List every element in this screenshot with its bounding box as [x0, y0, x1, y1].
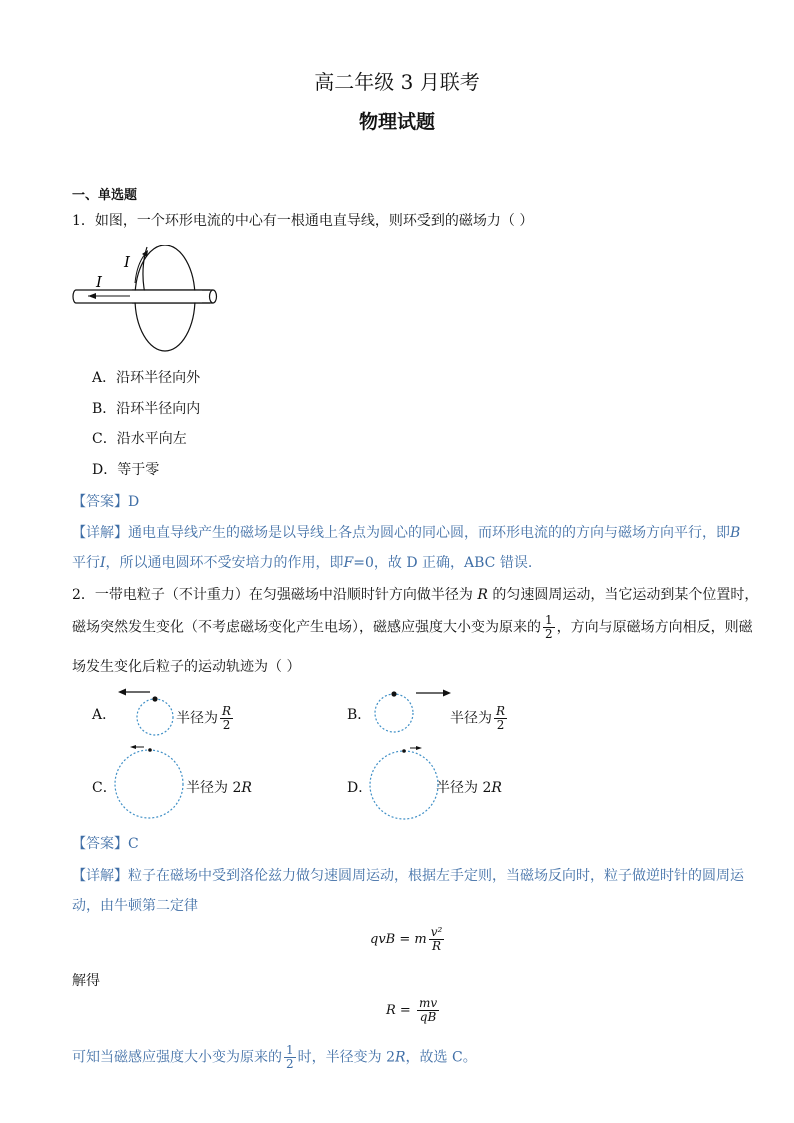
answer-tag: 【答案】 — [72, 836, 128, 852]
q2-option-d-label: D． — [347, 780, 373, 796]
fraction-num: mv — [418, 996, 438, 1010]
q1-figure — [72, 245, 222, 355]
q2-option-d-radius — [436, 777, 502, 797]
detail-text: 平行 — [72, 555, 100, 571]
q2-option-a-figure — [110, 684, 180, 740]
ring-front — [132, 245, 210, 351]
radius-symbol: R — [241, 780, 252, 796]
q2-option-a-label: A． — [92, 707, 117, 723]
stem-text: 磁场突然发生变化（不考虑磁场变化产生电场），磁感应强度大小变为原来的 — [72, 619, 541, 636]
solve-label: 解得 — [72, 973, 100, 989]
q2-answer — [72, 833, 139, 853]
radius-label: 半径为 — [450, 710, 492, 727]
fraction — [543, 614, 555, 641]
fraction-num: R — [222, 704, 232, 718]
q2-option-d-figure — [366, 744, 442, 824]
eq-lhs: qvB — [370, 932, 396, 947]
answer-value: D — [128, 494, 140, 510]
detail-symbol: F — [343, 555, 354, 571]
q2-detail-line1 — [72, 865, 744, 885]
radius-label: 半径为 — [176, 710, 218, 727]
q1-stem: 1．如图，一个环形电流的中心有一根通电直导线，则环受到的磁场力（ ） — [72, 213, 534, 229]
conclusion-text: ，故选 C。 — [405, 1049, 477, 1066]
radius-label: 半径为 — [436, 780, 478, 796]
radius-factor: 2 — [482, 780, 492, 796]
q2-stem-line3: 场发生变化后粒子的运动轨迹为（ ） — [72, 659, 301, 675]
q2-option-a-radius — [176, 705, 235, 732]
eq-sign: = — [395, 1003, 415, 1018]
ring-current-label: I — [124, 253, 130, 271]
wire-current-label: I — [96, 273, 102, 291]
detail-text: ，所以通电圆环不受安培力的作用，即 — [105, 555, 344, 571]
fraction-den: 2 — [545, 627, 553, 641]
q2-stem-line2 — [72, 614, 753, 641]
q2-option-b-label: B． — [347, 707, 372, 723]
page-title: 高二年级 3 月联考 — [314, 70, 480, 94]
equation-2 — [386, 997, 441, 1024]
radius-symbol: R — [491, 780, 502, 796]
eq-sign: = — [395, 932, 415, 947]
answer-tag: 【答案】 — [72, 494, 128, 510]
q2-option-b-figure — [364, 684, 454, 740]
detail-text: 粒子在磁场中受到洛伦兹力做匀速圆周运动，根据左手定则，当磁场反向时，粒子做逆时针的圆周运 — [128, 868, 744, 884]
conclusion-symbol: R — [395, 1049, 406, 1066]
q2-conclusion — [72, 1044, 477, 1071]
q2-option-c-label: C． — [92, 780, 117, 796]
radius-factor: 2 — [232, 780, 242, 796]
stem-symbol: R — [477, 587, 488, 603]
detail-text: 通电直导线产生的磁场是以导线上各点为圆心的同心圆，而环形电流的的方向与磁场方向平行，即 — [128, 525, 730, 541]
detail-text: =0，故 D 正确，ABC 错误. — [353, 555, 533, 571]
q1-detail-line2 — [72, 552, 532, 572]
q1-option-c: C．沿水平向左 — [92, 431, 187, 447]
eq-symbol: m — [414, 932, 427, 947]
eq-lhs: R — [386, 1003, 396, 1018]
q1-option-b: B．沿环半径向内 — [92, 401, 201, 417]
fraction — [220, 705, 233, 732]
q2-option-b-radius — [450, 705, 509, 732]
fraction — [284, 1044, 296, 1071]
equation-1 — [370, 926, 446, 953]
fraction-num: 1 — [545, 613, 553, 627]
answer-value: C — [128, 836, 139, 852]
fraction — [494, 705, 507, 732]
conclusion-text: 时，半径变为 2 — [297, 1049, 395, 1066]
q2-detail-line2: 动，由牛顿第二定律 — [72, 898, 198, 914]
q1-option-d: D．等于零 — [92, 462, 160, 478]
fraction-num: v² — [430, 925, 443, 939]
stem-text: 2．一带电粒子（不计重力）在匀强磁场中沿顺时针方向做半径为 — [72, 587, 478, 603]
fraction — [429, 926, 445, 953]
fraction-den: 2 — [496, 718, 505, 732]
detail-tag: 【详解】 — [72, 868, 128, 884]
fraction-num: R — [496, 704, 506, 718]
fraction-den: 2 — [222, 718, 231, 732]
fraction-den: 2 — [286, 1057, 294, 1071]
stem-text: 的匀速圆周运动，当它运动到某个位置时， — [487, 587, 759, 603]
q1-answer — [72, 491, 139, 511]
detail-symbol: B — [730, 525, 741, 541]
wire-current-arrow — [88, 293, 130, 299]
section-heading: 一、单选题 — [72, 188, 138, 203]
fraction-num: 1 — [286, 1043, 294, 1057]
fraction-den: R — [432, 939, 442, 953]
q2-option-c-figure — [110, 744, 190, 824]
page-subtitle: 物理试题 — [358, 111, 435, 133]
stem-text: ，方向与原磁场方向相反，则磁 — [556, 619, 753, 636]
radius-label: 半径为 — [186, 780, 228, 796]
q2-stem-line1 — [72, 584, 758, 604]
fraction — [417, 997, 439, 1024]
q2-option-c-radius — [186, 777, 252, 797]
detail-symbol: I — [100, 555, 106, 571]
conclusion-text: 可知当磁感应强度大小变为原来的 — [72, 1049, 282, 1066]
fraction-den: qB — [419, 1010, 437, 1024]
detail-tag: 【详解】 — [72, 525, 128, 541]
q1-option-a: A．沿环半径向外 — [92, 370, 201, 386]
q1-detail-line1 — [72, 522, 740, 542]
